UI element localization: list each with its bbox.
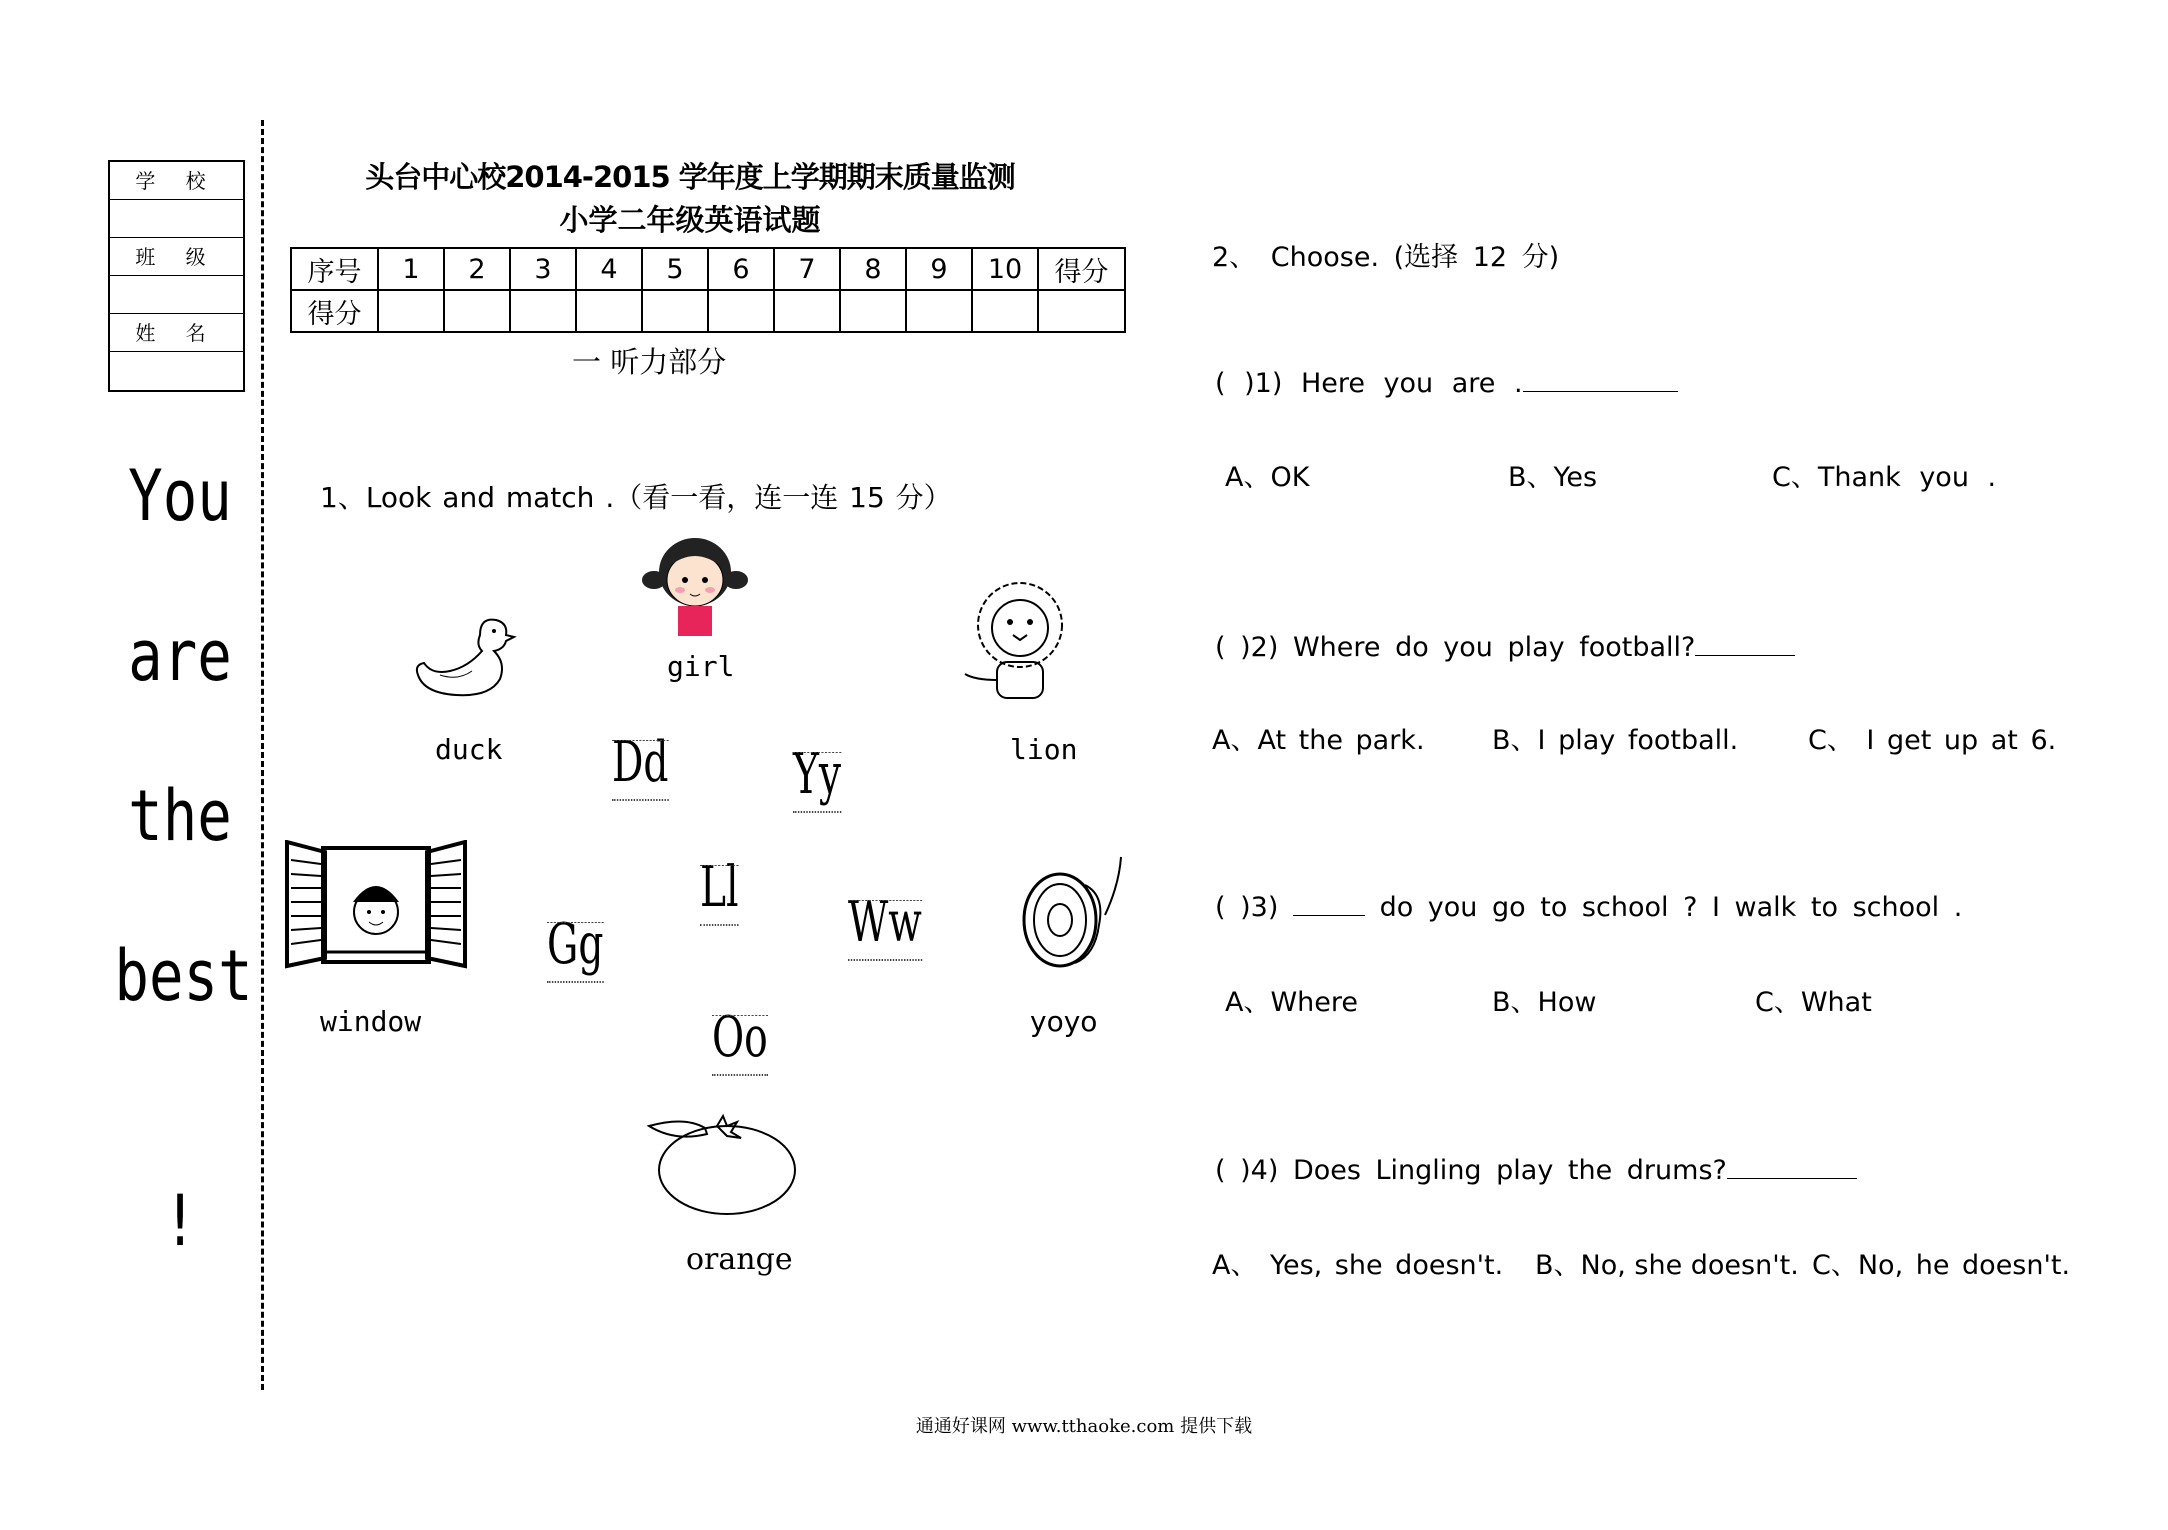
score-cell[interactable] bbox=[378, 290, 444, 332]
question-3-prefix: ( )3) bbox=[1215, 892, 1279, 923]
letter-ll: Ll bbox=[700, 855, 739, 920]
score-cell[interactable] bbox=[906, 290, 972, 332]
score-header-cell: 1 bbox=[378, 248, 444, 290]
letter-card-dd bbox=[612, 730, 669, 795]
question-2-stem: ( )2) Where do you play football? bbox=[1215, 632, 1696, 663]
lion-icon bbox=[955, 580, 1095, 710]
score-header-cell: 2 bbox=[444, 248, 510, 290]
score-cell[interactable] bbox=[510, 290, 576, 332]
answer-blank-3[interactable] bbox=[1293, 915, 1365, 916]
class-field[interactable] bbox=[110, 276, 243, 314]
letter-card-oo bbox=[712, 1005, 768, 1070]
word-orange: orange bbox=[686, 1242, 793, 1277]
q2-option-a: A、At the park. bbox=[1212, 725, 1425, 756]
student-info-box bbox=[108, 160, 245, 392]
q3-option-c: C、What bbox=[1755, 987, 1872, 1018]
word-girl: girl bbox=[667, 650, 735, 683]
q4-option-c: C、No, he doesn't. bbox=[1812, 1250, 2071, 1281]
window-icon bbox=[283, 840, 469, 970]
letter-yy: Yy bbox=[793, 742, 842, 807]
score-header-cell: 5 bbox=[642, 248, 708, 290]
score-header-cell: 6 bbox=[708, 248, 774, 290]
score-cell[interactable] bbox=[774, 290, 840, 332]
score-row-label: 得分 bbox=[291, 290, 378, 332]
name-field[interactable] bbox=[110, 352, 243, 390]
score-header-cell: 4 bbox=[576, 248, 642, 290]
word-yoyo: yoyo bbox=[1030, 1005, 1098, 1038]
motto-word-3: the bbox=[128, 775, 232, 857]
answer-blank-4[interactable] bbox=[1727, 1178, 1857, 1179]
duck-icon bbox=[410, 615, 520, 705]
letter-oo: Oo bbox=[712, 1005, 768, 1070]
word-duck: duck bbox=[435, 733, 503, 766]
name-label: 姓 名 bbox=[110, 314, 243, 352]
q4-option-a: A、 Yes, she doesn't. bbox=[1212, 1250, 1504, 1281]
part2-instruction: 2、 Choose. (选择 12 分) bbox=[1212, 242, 1560, 273]
score-table bbox=[290, 247, 1126, 333]
question-3 bbox=[1215, 892, 1962, 923]
score-cell[interactable] bbox=[642, 290, 708, 332]
score-table-score-row bbox=[291, 290, 1125, 332]
word-lion: lion bbox=[1010, 733, 1078, 766]
motto-word-1: You bbox=[128, 455, 232, 537]
score-cell[interactable] bbox=[972, 290, 1038, 332]
letter-gg: Gg bbox=[547, 912, 604, 977]
q4-option-b: B、No, she doesn't. bbox=[1535, 1250, 1799, 1281]
school-field[interactable] bbox=[110, 200, 243, 238]
score-cell[interactable] bbox=[708, 290, 774, 332]
section-title-listening: 一 听力部分 bbox=[572, 345, 727, 379]
question-4-stem: ( )4) Does Lingling play the drums? bbox=[1215, 1155, 1727, 1186]
answer-blank-1[interactable] bbox=[1523, 391, 1678, 392]
yoyo-icon bbox=[1015, 855, 1125, 975]
part1-instruction: 1、Look and match .（看一看，连一连 15 分） bbox=[320, 481, 952, 514]
q1-option-c: C、Thank you . bbox=[1772, 462, 1997, 493]
girl-icon bbox=[640, 530, 750, 640]
q2-option-b: B、I play football. bbox=[1492, 725, 1739, 756]
letter-card-gg bbox=[547, 912, 603, 977]
binding-divider bbox=[261, 120, 264, 1390]
score-cell[interactable] bbox=[576, 290, 642, 332]
footer-credit: 通通好课网 www.tthaoke.com 提供下载 bbox=[915, 1416, 1253, 1437]
q1-option-b: B、Yes bbox=[1508, 462, 1598, 493]
letter-card-yy bbox=[793, 742, 841, 807]
letter-ww: Ww bbox=[848, 890, 922, 955]
q2-option-c: C、 I get up at 6. bbox=[1808, 725, 2057, 756]
question-1-stem: ( )1) Here you are . bbox=[1215, 368, 1523, 399]
question-1 bbox=[1215, 368, 1678, 399]
q1-option-a: A、OK bbox=[1225, 462, 1310, 493]
score-header-cell: 3 bbox=[510, 248, 576, 290]
question-3-stem: do you go to school ? I walk to school . bbox=[1379, 892, 1963, 923]
class-label: 班 级 bbox=[110, 238, 243, 276]
score-cell[interactable] bbox=[1038, 290, 1125, 332]
question-4 bbox=[1215, 1155, 1857, 1186]
question-2 bbox=[1215, 632, 1795, 663]
answer-blank-2[interactable] bbox=[1695, 655, 1795, 656]
score-header-cell: 得分 bbox=[1038, 248, 1125, 290]
score-header-cell: 10 bbox=[972, 248, 1038, 290]
letter-card-ww bbox=[848, 890, 922, 955]
q3-option-a: A、Where bbox=[1225, 987, 1359, 1018]
score-header-cell: 序号 bbox=[291, 248, 378, 290]
score-cell[interactable] bbox=[840, 290, 906, 332]
motto-exclamation: ! bbox=[162, 1180, 198, 1262]
exam-subtitle: 小学二年级英语试题 bbox=[559, 203, 821, 237]
letter-dd: Dd bbox=[612, 730, 669, 795]
school-label: 学 校 bbox=[110, 162, 243, 200]
q3-option-b: B、How bbox=[1492, 987, 1597, 1018]
exam-title: 头台中心校2014-2015 学年度上学期期末质量监测 bbox=[365, 160, 1015, 194]
score-cell[interactable] bbox=[444, 290, 510, 332]
orange-icon bbox=[645, 1112, 800, 1217]
score-header-cell: 8 bbox=[840, 248, 906, 290]
score-header-cell: 9 bbox=[906, 248, 972, 290]
motto-word-2: are bbox=[128, 615, 232, 697]
score-header-cell: 7 bbox=[774, 248, 840, 290]
score-table-header-row bbox=[291, 248, 1125, 290]
motto-word-4: best bbox=[114, 935, 253, 1017]
letter-card-ll bbox=[700, 855, 739, 920]
word-window: window bbox=[320, 1005, 422, 1038]
